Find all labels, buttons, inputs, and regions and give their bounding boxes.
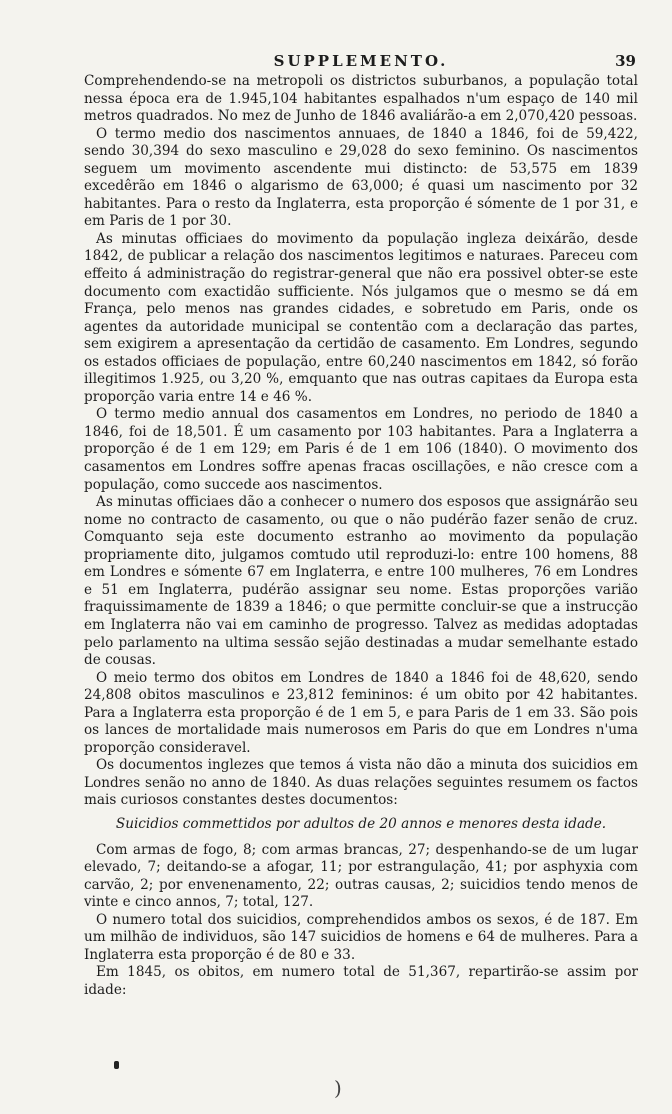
paragraph-suicide-documents: Os documentos inglezes que temos á vista não dão a minuta dos suicidios em Londres senão no anno de 1840. As duas relações seguintes resumem os factos mais curiosos constantes destes documentos: xyxy=(84,757,638,809)
paragraph-deaths: O meio termo dos obitos em Londres de 1840 a 1846 foi de 48,620, sendo 24,808 obitos masculinos e 23,812 femininos: é um obito por 42 habitantes. Para a Inglaterra esta proporção é de 1 em 5, e para Paris de 1 em 33. São pois os lances de mortalidade mais numerosos em Paris do que em Londres n'uma proporção consideravel. xyxy=(84,669,638,756)
ink-dot xyxy=(114,1061,119,1069)
footer-mark: ) xyxy=(334,1076,342,1100)
paragraph-official-minutes: As minutas officiaes do movimento da população ingleza deixárão, desde 1842, de publicar a relação dos nascimentos legitimos e naturaes. Pareceu com effeito á administração do registrar-general que não era possivel obter-se este documento com exactidão sufficiente. Nós julgamos que o mesmo se dá em França, pelo menos nas grandes cidades, e sobretudo em Paris, onde os agentes da autoridade municipal se contentão com a declaração das partes, sem exigirem a apresentação da certidão de casamento. Em Londres, segundo os estados officiaes de população, entre 60,240 nascimentos em 1842, só forão illegitimos 1.925, ou 3,20 %, emquanto que nas outras capitaes da Europa esta proporção varia entre 14 e 46 %. xyxy=(84,230,638,405)
page-title: SUPPLEMENTO. xyxy=(273,52,449,70)
paragraph-marriages: O termo medio annual dos casamentos em Londres, no periodo de 1840 a 1846, foi de 18,501. É um casamento por 103 habitantes. Para a Inglaterra a proporção é de 1 em 129; em Paris é de 1 em 106 (1840). O movimento dos casamentos em Londres soffre apenas fracas oscillações, e não cresce com a população, como succede aos nascimentos. xyxy=(84,406,638,493)
running-head xyxy=(84,52,638,74)
paragraph-births: O termo medio dos nascimentos annuaes, de 1840 a 1846, foi de 59,422, sendo 30,394 do sexo masculino e 29,028 do sexo feminino. Os nascimentos seguem um movimento ascendente mui distincto: de 53,575 em 1839 excedêrão em 1846 o algarismo de 63,000; é quasi um nascimento por 32 habitantes. Para o resto da Inglaterra, esta proporção é sómente de 1 por 31, e em Paris de 1 por 30. xyxy=(84,125,638,230)
paragraph-signatures: As minutas officiaes dão a conhecer o numero dos esposos que assignárão seu nome no contracto de casamento, ou que o não pudérão fazer senão de cruz. Comquanto seja este documento estranho ao movimento da população propriamente dito, julgamos comtudo util reproduzi-lo: entre 100 homens, 88 em Londres e sómente 67 em Inglaterra, e entre 100 mulheres, 76 em Londres e 51 em Inglaterra, pudérão assignar seu nome. Estas proporções varião fraquissimamente de 1839 a 1846; o que permitte concluir-se que a instrucção em Inglaterra não vai em caminho de progresso. Talvez as medidas adoptadas pelo parlamento na ultima sessão sejão destinadas a mudar semelhante estado de cousas. xyxy=(84,494,638,669)
paragraph-deaths-by-age: Em 1845, os obitos, em numero total de 51,367, repartirão-se assim por idade: xyxy=(84,964,638,998)
body-text xyxy=(84,73,638,999)
paragraph-suicide-total: O numero total dos suicidios, comprehendidos ambos os sexos, é de 187. Em um milhão de individuos, são 147 suicidios de homens e 64 de mulheres. Para a Inglaterra esta proporção é de 80 e 33. xyxy=(84,911,638,963)
section-subtitle: Suicidios commettidos por adultos de 20 annos e menores desta idade. xyxy=(115,815,607,832)
paragraph-population: Comprehendendo-se na metropoli os districtos suburbanos, a população total nessa época era de 1.945,104 habitantes espalhados n'um espaço de 140 mil metros quadrados. No mez de Junho de 1846 avaliárão-a em 2,070,420 pessoas. xyxy=(84,73,638,125)
paragraph-suicide-methods: Com armas de fogo, 8; com armas brancas, 27; despenhando-se de um lugar elevado, 7; deitando-se a afogar, 11; por estrangulação, 41; por asphyxia com carvão, 2; por envenenamento, 22; outras causas, 2; suicidios tendo menos de vinte e cinco annos, 7; total, 127. xyxy=(84,841,638,911)
page-number: 39 xyxy=(615,52,636,70)
